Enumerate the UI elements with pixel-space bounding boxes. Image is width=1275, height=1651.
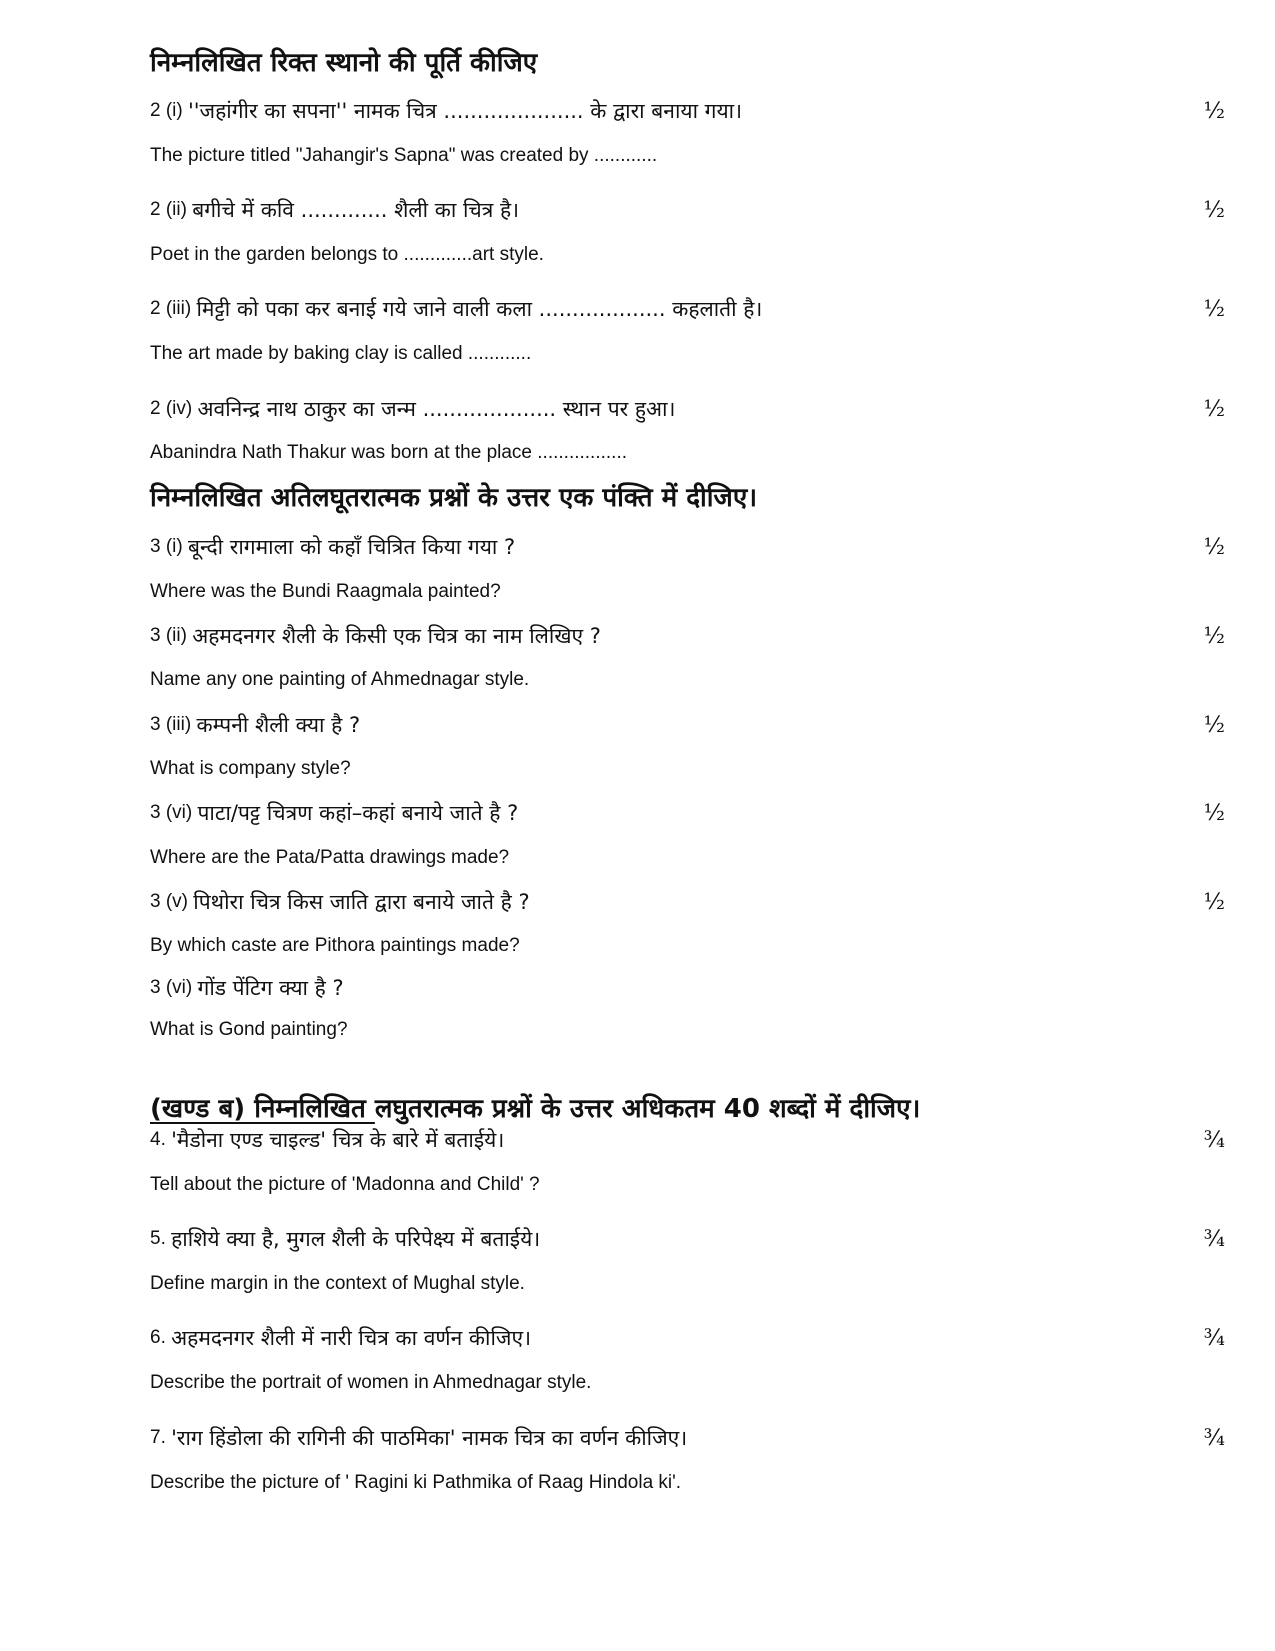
question-marks: ½ bbox=[1203, 889, 1225, 915]
question-number: 2 (iii) bbox=[150, 298, 197, 319]
question-english: Describe the picture of ' Ragini ki Pathmika of Raag Hindola ki'. bbox=[150, 1472, 682, 1493]
question-marks: ¾ bbox=[1203, 1325, 1225, 1351]
question-english: The picture titled "Jahangir's Sapna" was created by ............ bbox=[150, 145, 658, 166]
question-hindi: बून्दी रागमाला को कहाँ चित्रित किया गया ? bbox=[188, 535, 516, 559]
question-number: 3 (v) bbox=[150, 891, 194, 912]
question-hindi: अहमदनगर शैली में नारी चित्र का वर्णन कीजिए। bbox=[171, 1326, 532, 1350]
question-english: What is company style? bbox=[150, 758, 351, 779]
section-short-heading: निम्नलिखित अतिलघूतरात्मक प्रश्नों के उत्तर एक पंक्ति में दीजिए। bbox=[150, 483, 758, 513]
section-b-heading-rest: लघुतरात्मक प्रश्नों के उत्तर अधिकतम 40 शब्दों में दीजिए। bbox=[374, 1094, 921, 1124]
question-7 bbox=[150, 1422, 1225, 1454]
question-3-iii bbox=[150, 709, 1225, 741]
question-4 bbox=[150, 1124, 1225, 1156]
question-marks: ½ bbox=[1203, 712, 1225, 738]
question-number: 6. bbox=[150, 1327, 172, 1348]
question-number: 2 (iv) bbox=[150, 398, 198, 419]
question-5 bbox=[150, 1223, 1225, 1255]
question-number: 2 (ii) bbox=[150, 199, 193, 220]
question-hindi: अवनिन्द्र नाथ ठाकुर का जन्म .................... स्थान पर हुआ। bbox=[197, 397, 676, 421]
question-hindi: ''जहांगीर का सपना'' नामक चित्र ..................... के द्वारा बनाया गया। bbox=[188, 99, 743, 123]
question-3-ii bbox=[150, 620, 1225, 652]
question-marks: ½ bbox=[1203, 197, 1225, 223]
question-6 bbox=[150, 1322, 1225, 1354]
question-hindi: 'राग हिंडोला की रागिनी की पाठमिका' नामक चित्र का वर्णन कीजिए। bbox=[171, 1426, 688, 1450]
question-english: Describe the portrait of women in Ahmednagar style. bbox=[150, 1372, 592, 1393]
question-marks: ¾ bbox=[1203, 1127, 1225, 1153]
question-hindi: मिट्टी को पका कर बनाई गये जाने वाली कला ................... कहलाती है। bbox=[196, 297, 763, 321]
question-english: Abanindra Nath Thakur was born at the place ................. bbox=[150, 442, 628, 463]
question-english: Name any one painting of Ahmednagar style. bbox=[150, 669, 530, 690]
question-hindi: पाटा/पट्ट चित्रण कहां–कहां बनाये जाते है ? bbox=[197, 801, 519, 825]
question-3-i bbox=[150, 531, 1225, 563]
question-2-iv bbox=[150, 393, 1225, 425]
question-2-i bbox=[150, 95, 1225, 127]
question-3-v bbox=[150, 886, 1225, 918]
question-english: By which caste are Pithora paintings made? bbox=[150, 935, 520, 956]
question-marks: ½ bbox=[1203, 623, 1225, 649]
question-hindi: पिथोरा चित्र किस जाति द्वारा बनाये जाते है ? bbox=[193, 890, 530, 914]
question-english: What is Gond painting? bbox=[150, 1019, 348, 1040]
question-hindi: हाशिये क्या है, मुगल शैली के परिपेक्ष्य में बताईये। bbox=[171, 1227, 541, 1251]
question-english: Poet in the garden belongs to .............art style. bbox=[150, 244, 544, 265]
question-hindi: गोंड पेंटिग क्या है ? bbox=[197, 976, 344, 1000]
question-number: 5. bbox=[150, 1228, 172, 1249]
question-number: 2 (i) bbox=[150, 100, 188, 121]
question-english: The art made by baking clay is called ............ bbox=[150, 343, 532, 364]
question-english: Where are the Pata/Patta drawings made? bbox=[150, 847, 510, 868]
question-english: Where was the Bundi Raagmala painted? bbox=[150, 581, 501, 602]
question-2-ii bbox=[150, 194, 1225, 226]
section-fill-heading: निम्नलिखित रिक्त स्थानो की पूर्ति कीजिए bbox=[150, 48, 538, 78]
question-3-vi-gond bbox=[150, 972, 1225, 1004]
question-2-iii bbox=[150, 293, 1225, 325]
question-marks: ¾ bbox=[1203, 1226, 1225, 1252]
question-marks: ½ bbox=[1203, 800, 1225, 826]
question-marks: ½ bbox=[1203, 296, 1225, 322]
question-hindi: कम्पनी शैली क्या है ? bbox=[196, 713, 361, 737]
question-hindi: बगीचे में कवि ............. शैली का चित्र है। bbox=[192, 198, 520, 222]
question-hindi: अहमदनगर शैली के किसी एक चित्र का नाम लिखिए ? bbox=[192, 624, 601, 648]
section-b-heading bbox=[150, 1092, 920, 1126]
question-number: 3 (vi) bbox=[150, 802, 198, 823]
question-marks: ½ bbox=[1203, 534, 1225, 560]
question-3-vi-pata bbox=[150, 797, 1225, 829]
question-marks: ½ bbox=[1203, 396, 1225, 422]
question-marks: ¾ bbox=[1203, 1425, 1225, 1451]
question-marks: ½ bbox=[1203, 98, 1225, 124]
question-number: 3 (vi) bbox=[150, 977, 198, 998]
question-number: 7. bbox=[150, 1427, 172, 1448]
question-english: Define margin in the context of Mughal style. bbox=[150, 1273, 525, 1294]
section-b-heading-underlined: (खण्ड ब) निम्नलिखित bbox=[150, 1094, 375, 1124]
question-number: 4. bbox=[150, 1129, 172, 1150]
question-number: 3 (iii) bbox=[150, 714, 197, 735]
question-english: Tell about the picture of 'Madonna and Child' ? bbox=[150, 1174, 540, 1195]
question-number: 3 (i) bbox=[150, 536, 188, 557]
question-number: 3 (ii) bbox=[150, 625, 193, 646]
question-hindi: 'मैडोना एण्ड चाइल्ड' चित्र के बारे में बताईये। bbox=[171, 1128, 505, 1152]
